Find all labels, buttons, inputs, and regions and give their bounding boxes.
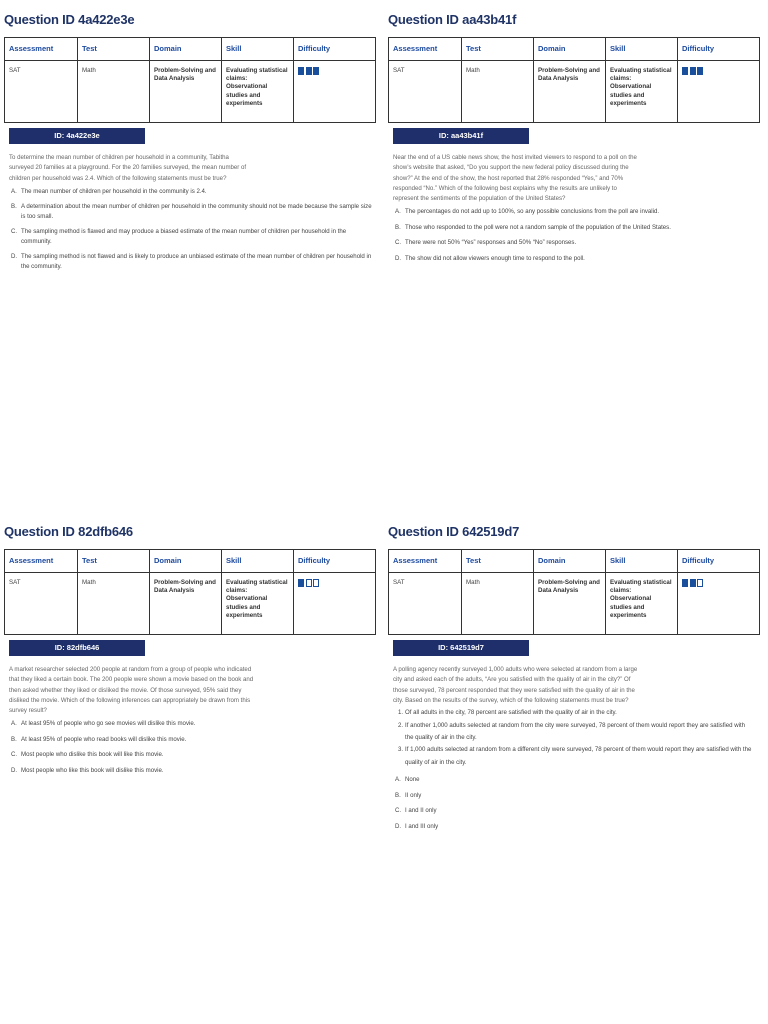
answer-option[interactable] [395,223,761,233]
option-label: A. [11,720,17,728]
question-id-badge: ID: 642519d7 [393,640,529,656]
answer-option[interactable] [11,719,377,729]
question-panel [4,11,376,277]
question-meta-table [4,549,376,635]
option-label: C. [395,807,402,815]
difficulty-square [313,579,319,587]
cell-domain: Problem-Solving and Data Analysis [534,573,606,635]
header-test: Test [78,38,150,61]
option-label: C. [11,228,18,236]
difficulty-square [690,67,696,75]
cell-assessment: SAT [5,61,78,123]
cell-assessment: SAT [389,573,462,635]
option-text: At least 95% of people who read books will dislike this movie. [21,735,187,743]
option-label: B. [395,223,401,231]
statement-item [398,707,754,719]
difficulty-square [682,67,688,75]
cell-domain: Problem-Solving and Data Analysis [534,61,606,123]
option-text: II only [405,791,422,799]
question-title: Question ID 82dfb646 [4,524,133,539]
answer-option[interactable] [11,750,377,760]
question-meta-table [4,37,376,123]
answer-option[interactable] [11,252,377,271]
header-test: Test [462,550,534,573]
option-label: D. [11,253,18,261]
option-label: A. [395,208,401,216]
question-stem: To determine the mean number of children per household in a community, Tabitha surveyed 20 families at a playground. For the 20 families surveyed, the mean number of children per household was 2.4. Which of the following statements must be true? [9,154,247,182]
answer-options [395,775,761,831]
option-text: The mean number of children per household in the community is 2.4. [21,187,207,195]
statement-item [398,744,754,769]
statement-item [398,720,754,745]
difficulty-square [682,579,688,587]
difficulty-square [697,67,703,75]
cell-difficulty [678,61,760,123]
cell-test: Math [78,573,150,635]
question-meta-table [388,37,760,123]
cell-assessment: SAT [5,573,78,635]
cell-skill: Evaluating statistical claims: Observational studies and experiments [606,573,678,635]
cell-domain: Problem-Solving and Data Analysis [150,573,222,635]
difficulty-square [306,579,312,587]
header-test: Test [462,38,534,61]
difficulty-square [298,67,304,75]
option-text: Most people who dislike this book will like this movie. [21,751,164,759]
option-text: Those who responded to the poll were not a random sample of the population of the United States. [405,223,671,231]
cell-skill: Evaluating statistical claims: Observational studies and experiments [222,573,294,635]
question-panel [4,523,376,781]
question-id-badge: ID: 82dfb646 [9,640,145,656]
answer-option[interactable] [11,766,377,776]
question-panel [388,11,760,269]
cell-test: Math [462,61,534,123]
difficulty-square [313,67,319,75]
cell-difficulty [294,61,376,123]
question-title: Question ID 4a422e3e [4,12,135,27]
answer-option[interactable] [395,207,761,217]
option-label: C. [11,751,18,759]
statement-number: 3. [398,746,404,754]
difficulty-square [306,67,312,75]
header-domain: Domain [150,550,222,573]
statement-number: 2. [398,721,404,729]
header-difficulty: Difficulty [678,38,760,61]
cell-assessment: SAT [389,61,462,123]
statement-text: If another 1,000 adults selected at random from the city were surveyed, 78 percent of them would report they are satisfied with the quality of air in the city. [405,721,746,741]
option-label: A. [395,776,401,784]
question-panel [388,523,760,837]
answer-option[interactable] [11,187,377,197]
cell-skill: Evaluating statistical claims: Observational studies and experiments [222,61,294,123]
header-difficulty: Difficulty [294,550,376,573]
answer-options [395,207,761,263]
header-assessment: Assessment [389,550,462,573]
answer-option[interactable] [395,238,761,248]
option-text: Most people who like this book will dislike this movie. [21,766,164,774]
option-text: The sampling method is not flawed and is likely to produce an unbiased estimate of the mean number of children per household in the community. [21,253,372,270]
question-stem: A market researcher selected 200 people at random from a group of people who indicated that they liked a certain book. The 200 people were shown a movie based on the book and then asked whether they liked or disliked the movie. Of those surveyed, 95% said they disliked the movie. Which of the following inferences can appropriately be drawn from this survey result? [9,666,254,715]
header-assessment: Assessment [5,550,78,573]
option-text: The show did not allow viewers enough time to respond to the poll. [405,254,585,262]
header-assessment: Assessment [389,38,462,61]
option-text: None [405,776,420,784]
option-text: At least 95% of people who go see movies will dislike this movie. [21,720,196,728]
answer-options [11,719,377,775]
header-skill: Skill [222,550,294,573]
option-label: B. [11,735,17,743]
difficulty-indicator [682,579,755,587]
answer-option[interactable] [11,202,377,221]
header-domain: Domain [534,550,606,573]
answer-option[interactable] [395,791,761,801]
difficulty-square [690,579,696,587]
cell-domain: Problem-Solving and Data Analysis [150,61,222,123]
roman-statements [398,707,754,769]
option-label: B. [11,203,17,211]
header-skill: Skill [606,550,678,573]
header-domain: Domain [534,38,606,61]
question-stem: A polling agency recently surveyed 1,000 adults who were selected at random from a large city and asked each of the adults, “Are you satisfied with the quality of air in the city?” Of those surveyed, 78 percent responded that they were satisfied with the quality of air in the city. Based on the results of the survey, which of the following statements must be true? [393,666,638,704]
question-id-badge: ID: aa43b41f [393,128,529,144]
statement-text: If 1,000 adults selected at random from a different city were surveyed, 78 percent of them would report they are satisfied with the quality of air in the city. [405,746,752,766]
answer-option[interactable] [11,227,377,246]
question-id-badge: ID: 4a422e3e [9,128,145,144]
statement-number: 1. [398,709,404,717]
option-text: The percentages do not add up to 100%, so any possible conclusions from the poll are invalid. [405,208,660,216]
difficulty-indicator [298,579,371,587]
cell-skill: Evaluating statistical claims: Observational studies and experiments [606,61,678,123]
question-title: Question ID 642519d7 [388,524,520,539]
option-text: The sampling method is flawed and may produce a biased estimate of the mean number of children per household in the community. [21,228,347,245]
option-label: D. [11,766,18,774]
header-skill: Skill [606,38,678,61]
option-label: B. [395,791,401,799]
option-label: D. [395,254,402,262]
answer-option[interactable] [395,775,761,785]
question-title: Question ID aa43b41f [388,12,517,27]
difficulty-indicator [682,67,755,75]
header-difficulty: Difficulty [678,550,760,573]
header-skill: Skill [222,38,294,61]
option-text: There were not 50% “Yes” responses and 50% “No” responses. [405,239,577,247]
answer-option[interactable] [395,806,761,816]
option-text: I and II only [405,807,437,815]
answer-option[interactable] [11,735,377,745]
cell-test: Math [462,573,534,635]
option-text: I and III only [405,822,439,830]
difficulty-indicator [298,67,371,75]
option-label: C. [395,239,402,247]
difficulty-square [298,579,304,587]
answer-option[interactable] [395,254,761,264]
question-meta-table [388,549,760,635]
difficulty-square [697,579,703,587]
header-difficulty: Difficulty [294,38,376,61]
question-stem: Near the end of a US cable news show, the host invited viewers to respond to a poll on the show’s website that asked, “Do you support the new federal policy discussed during the show?” At the end of the show, the host reported that 28% responded “Yes,” and 70% responded “No.” Which of the following best explains why the results are unlikely to represent the sentiments of the population of the United States? [393,154,637,203]
option-text: A determination about the mean number of children per household in the community should not be made because the sample size is too small. [21,203,372,220]
statement-text: Of all adults in the city, 78 percent are satisfied with the quality of air in the city. [405,709,617,717]
header-assessment: Assessment [5,38,78,61]
cell-test: Math [78,61,150,123]
option-label: D. [395,822,402,830]
header-domain: Domain [150,38,222,61]
answer-option[interactable] [395,822,761,832]
option-label: A. [11,187,17,195]
answer-options [11,187,377,272]
header-test: Test [78,550,150,573]
cell-difficulty [678,573,760,635]
cell-difficulty [294,573,376,635]
